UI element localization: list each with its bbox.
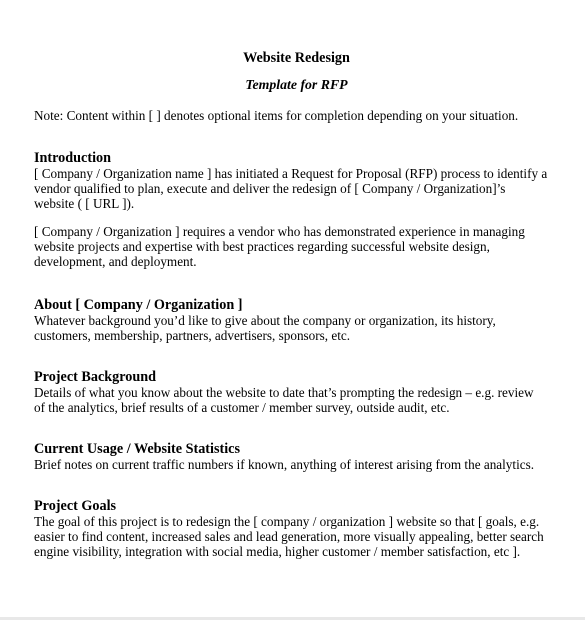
optional-items-note: Note: Content within [ ] denotes optional items for completion depending on your situation. [34, 108, 519, 123]
section-introduction [34, 151, 564, 269]
about-line: Whatever background you’d like to give about the company or organization, its history, [34, 313, 496, 328]
project-goals-line: The goal of this project is to redesign the [ company / organization ] website so that [ goals, e.g. [34, 514, 540, 529]
section-heading-introduction: Introduction [34, 150, 111, 166]
section-project-goals [34, 499, 564, 559]
project-background-line: Details of what you know about the website to date that’s prompting the redesign – e.g. review [34, 385, 534, 400]
document-subtitle: Template for RFP [245, 77, 348, 92]
document-title: Website Redesign [243, 50, 350, 66]
section-project-background [34, 370, 564, 415]
section-heading-project-background: Project Background [34, 369, 157, 385]
current-usage-line: Brief notes on current traffic numbers if known, anything of interest arising from the analytics. [34, 457, 535, 472]
section-heading-project-goals: Project Goals [34, 498, 117, 514]
introduction-line: [ Company / Organization name ] has initiated a Request for Proposal (RFP) process to identify a [34, 166, 548, 181]
introduction-line: [ Company / Organization ] requires a vendor who has demonstrated experience in managing [34, 224, 525, 239]
about-line: customers, membership, partners, advertisers, sponsors, etc. [34, 328, 351, 343]
section-current-usage [34, 442, 564, 472]
section-heading-about: About [ Company / Organization ] [34, 297, 243, 313]
introduction-line: website ( [ URL ]). [34, 196, 135, 211]
section-heading-current-usage: Current Usage / Website Statistics [34, 441, 240, 457]
section-about [34, 298, 564, 343]
introduction-line: development, and deployment. [34, 254, 197, 269]
project-goals-line: easier to find content, increased sales and lead generation, more visually appealing, better search [34, 529, 544, 544]
project-goals-line: engine visibility, integration with social media, higher customer / member satisfaction, etc ]. [34, 544, 521, 559]
project-background-line: of the analytics, brief results of a customer / member survey, outside audit, etc. [34, 400, 450, 415]
introduction-line: website projects and expertise with best practices regarding successful website design, [34, 239, 490, 254]
introduction-line: vendor qualified to plan, execute and deliver the redesign of [ Company / Organization]’s [34, 181, 506, 196]
paragraph-gap [34, 211, 564, 224]
